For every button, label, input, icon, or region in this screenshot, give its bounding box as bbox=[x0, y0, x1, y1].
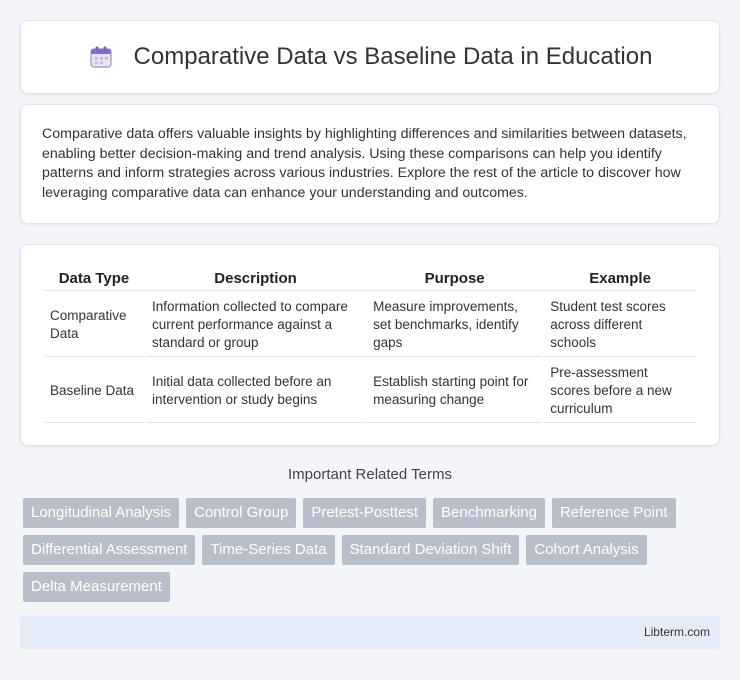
column-header: Data Type bbox=[44, 267, 144, 291]
table-header-row bbox=[44, 267, 696, 291]
table-cell: Initial data collected before an intervention or study begins bbox=[146, 359, 365, 423]
comparison-table bbox=[42, 265, 698, 425]
related-term-tag[interactable]: Differential Assessment bbox=[23, 535, 195, 565]
table-cell: Comparative Data bbox=[44, 293, 144, 357]
intro-card bbox=[20, 104, 720, 224]
related-term-tag[interactable]: Longitudinal Analysis bbox=[23, 498, 179, 528]
calendar-icon bbox=[88, 44, 114, 70]
table-cell: Measure improvements, set benchmarks, identify gaps bbox=[367, 293, 542, 357]
footer-site-link[interactable]: Libterm.com bbox=[643, 625, 710, 639]
related-terms-title: Important Related Terms bbox=[288, 466, 452, 483]
related-term-tag[interactable]: Benchmarking bbox=[433, 498, 545, 528]
related-term-tag[interactable]: Standard Deviation Shift bbox=[342, 535, 520, 565]
footer bbox=[20, 616, 720, 649]
related-term-tag[interactable]: Control Group bbox=[186, 498, 296, 528]
related-term-tag[interactable]: Cohort Analysis bbox=[526, 535, 646, 565]
column-header: Description bbox=[146, 267, 365, 291]
column-header: Example bbox=[544, 267, 696, 291]
page-title: Comparative Data vs Baseline Data in Education bbox=[133, 43, 653, 70]
table-cell: Pre-assessment scores before a new curriculum bbox=[544, 359, 696, 423]
table-cell: Information collected to compare current performance against a standard or group bbox=[146, 293, 365, 357]
related-term-tag[interactable]: Time-Series Data bbox=[202, 535, 334, 565]
table-cell: Establish starting point for measuring change bbox=[367, 359, 542, 423]
header-card bbox=[20, 20, 720, 94]
table-cell: Student test scores across different schools bbox=[544, 293, 696, 357]
related-term-tag[interactable]: Delta Measurement bbox=[23, 572, 170, 602]
related-terms-list bbox=[23, 498, 723, 602]
related-term-tag[interactable]: Pretest-Posttest bbox=[303, 498, 426, 528]
intro-text: Comparative data offers valuable insights by highlighting differences and similarities between datasets, enabling better decision-making and trend analysis. Using these comparisons can help you identify patterns and inform strategies across various industries. Explore the rest of the article to discover how leveraging comparative data can enhance your understanding and outcomes. bbox=[42, 126, 687, 201]
table-row bbox=[44, 293, 696, 357]
related-term-tag[interactable]: Reference Point bbox=[552, 498, 676, 528]
table-row bbox=[44, 359, 696, 423]
comparison-table-card bbox=[20, 244, 720, 446]
column-header: Purpose bbox=[367, 267, 542, 291]
table-cell: Baseline Data bbox=[44, 359, 144, 423]
